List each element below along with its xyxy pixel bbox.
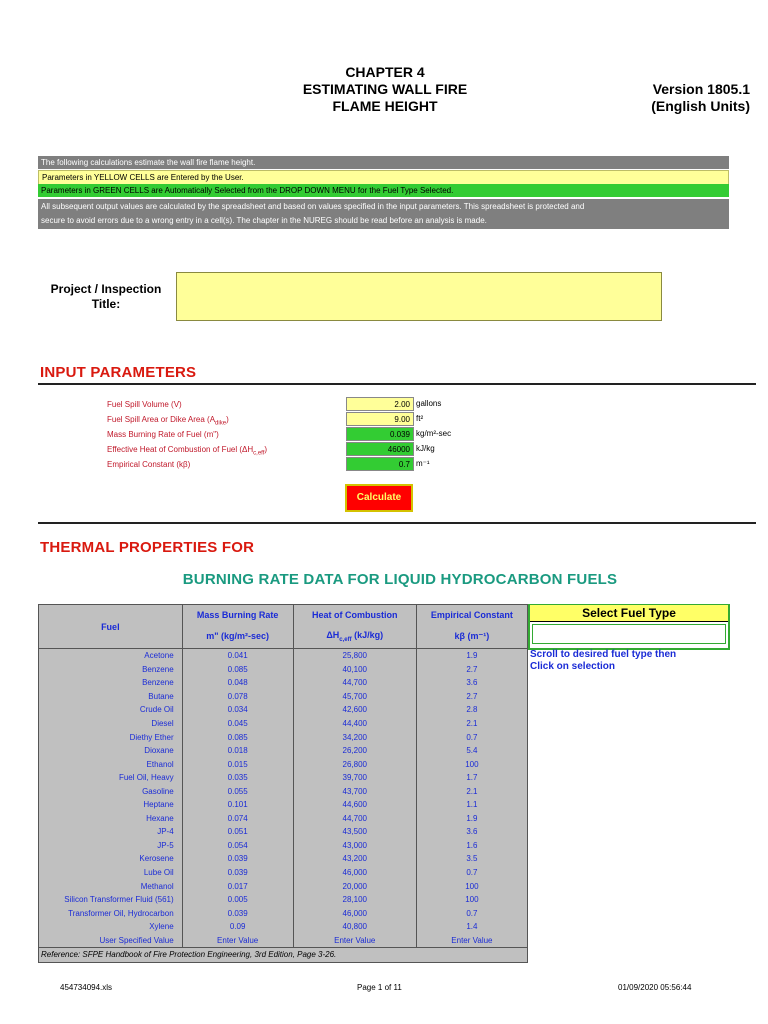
empirical-constant-text: Empirical Constant (kβ) [107, 460, 191, 469]
project-title-input[interactable] [176, 272, 662, 321]
mass-burning-rate-cell: 0.074 [182, 812, 293, 826]
mass-burning-rate-cell: 0.085 [182, 730, 293, 744]
reference-note: Reference: SFPE Handbook of Fire Protection Engineering, 3rd Edition, Page 3-26. [39, 948, 528, 963]
fuel-name-cell: Diethy Ether [39, 730, 183, 744]
burning-rate-title: BURNING RATE DATA FOR LIQUID HYDROCARBON FUELS [182, 571, 618, 588]
mass-burning-rate-cell: 0.048 [182, 676, 293, 690]
heat-of-combustion-cell: 44,700 [293, 812, 416, 826]
empirical-constant-cell: 1.7 [416, 771, 527, 785]
mass-burning-rate-cell: 0.018 [182, 744, 293, 758]
heat-of-combustion-cell: 46,000 [293, 906, 416, 920]
fuel-rows [39, 649, 528, 963]
mass-burning-rate-cell: 0.005 [182, 893, 293, 907]
info-band-protection-note [38, 199, 729, 229]
fuel-row [39, 663, 528, 677]
empirical-constant-cell: 100 [416, 757, 527, 771]
empirical-constant-cell: 3.6 [416, 676, 527, 690]
mass-burning-rate-cell: 0.055 [182, 784, 293, 798]
mass-burning-rate-cell: 0.09 [182, 920, 293, 934]
mass-burning-rate-cell: 0.039 [182, 866, 293, 880]
chapter-title [230, 64, 540, 115]
empirical-constant-cell: 2.7 [416, 690, 527, 704]
fuel-name-cell: Gasoline [39, 784, 183, 798]
fuel-row [39, 784, 528, 798]
heat-of-combustion-unit: kJ/kg [416, 444, 435, 453]
chapter-title-line-3: FLAME HEIGHT [332, 98, 438, 114]
fuel-name-cell: JP-4 [39, 825, 183, 839]
heat-of-combustion-units [293, 625, 416, 649]
fuel-spill-volume-label [107, 397, 182, 412]
fuel-spill-volume-input[interactable]: 2.00 [346, 397, 414, 411]
select-fuel-hint-line-1: Scroll to desired fuel type then [530, 649, 677, 660]
fuel-column-header: Fuel [39, 605, 183, 649]
heat-of-combustion-subscript: c,eff [253, 450, 265, 457]
heat-of-combustion-cell: 40,100 [293, 663, 416, 677]
fuel-name-cell: Fuel Oil, Heavy [39, 771, 183, 785]
fuel-row [39, 852, 528, 866]
info-band-yellow-cells: Parameters in YELLOW CELLS are Entered by the User. [38, 170, 729, 185]
heat-of-combustion-cell: 39,700 [293, 771, 416, 785]
section-divider [38, 383, 756, 385]
mass-burning-rate-text: Mass Burning Rate of Fuel (m") [107, 430, 219, 439]
empirical-constant-cell: 1.9 [416, 812, 527, 826]
mass-burning-rate-cell: Enter Value [182, 933, 293, 947]
mass-burning-rate-header: Mass Burning Rate [182, 605, 293, 625]
fuel-name-cell: Butane [39, 690, 183, 704]
heat-of-combustion-text: Effective Heat of Combustion of Fuel (ΔH [107, 445, 254, 454]
select-fuel-hint [530, 649, 730, 673]
mass-burning-rate-cell: 0.039 [182, 906, 293, 920]
heat-symbol: ΔH [326, 629, 340, 640]
chapter-title-line-1: CHAPTER 4 [345, 64, 425, 80]
reference-row [39, 948, 528, 963]
empirical-constant-units: kβ (m⁻¹) [416, 625, 527, 649]
thermal-properties-title: THERMAL PROPERTIES FOR [40, 539, 255, 556]
fuel-row [39, 893, 528, 907]
fuel-row [39, 730, 528, 744]
fuel-name-cell: JP-5 [39, 839, 183, 853]
fuel-name-cell: User Specified Value [39, 933, 183, 947]
heat-of-combustion-cell: 43,700 [293, 784, 416, 798]
empirical-constant-value: 0.7 [346, 457, 414, 471]
heat-of-combustion-cell: 20,000 [293, 879, 416, 893]
fuel-name-cell: Lube Oil [39, 866, 183, 880]
fuel-row [39, 866, 528, 880]
fuel-row [39, 676, 528, 690]
fuel-row [39, 690, 528, 704]
empirical-constant-cell: 100 [416, 879, 527, 893]
heat-of-combustion-cell: 42,600 [293, 703, 416, 717]
chapter-title-line-2: ESTIMATING WALL FIRE [302, 81, 468, 97]
select-fuel-hint-line-2: Click on selection [530, 661, 616, 672]
footer-datetime: 01/09/2020 05:56:44 [618, 983, 692, 992]
version-number: Version 1805.1 [652, 81, 750, 97]
heat-of-combustion-cell: 34,200 [293, 730, 416, 744]
mass-burning-rate-label [107, 427, 219, 442]
fuel-name-cell: Acetone [39, 649, 183, 663]
project-title-label-line-2: Title: [91, 297, 121, 311]
mass-burning-rate-cell: 0.041 [182, 649, 293, 663]
fuel-row [39, 920, 528, 934]
heat-of-combustion-cell: 40,800 [293, 920, 416, 934]
empirical-constant-cell: 2.7 [416, 663, 527, 677]
mass-burning-rate-cell: 0.054 [182, 839, 293, 853]
fuel-properties-table [38, 604, 528, 963]
fuel-name-cell: Xylene [39, 920, 183, 934]
fuel-spill-area-text: Fuel Spill Area or Dike Area (A [107, 415, 216, 424]
fuel-spill-area-input[interactable]: 9.00 [346, 412, 414, 426]
fuel-row [39, 717, 528, 731]
project-title-label-line-1: Project / Inspection [50, 282, 162, 296]
heat-of-combustion-cell: 43,000 [293, 839, 416, 853]
empirical-constant-cell: 1.4 [416, 920, 527, 934]
empirical-constant-cell: 0.7 [416, 906, 527, 920]
fuel-spill-area-unit: ft² [416, 414, 424, 423]
heat-of-combustion-cell: 26,800 [293, 757, 416, 771]
section-divider-2 [38, 522, 756, 524]
heat-of-combustion-header: Heat of Combustion [293, 605, 416, 625]
empirical-constant-cell: 0.7 [416, 866, 527, 880]
fuel-row [39, 649, 528, 663]
empirical-constant-cell: 2.1 [416, 784, 527, 798]
mass-burning-rate-cell: 0.017 [182, 879, 293, 893]
mass-burning-rate-unit: kg/m²-sec [416, 429, 452, 438]
heat-of-combustion-cell: 44,700 [293, 676, 416, 690]
fuel-name-cell: Hexane [39, 812, 183, 826]
fuel-row [39, 879, 528, 893]
info-band-description: The following calculations estimate the wall fire flame height. [38, 156, 729, 169]
fuel-spill-volume-unit: gallons [416, 399, 442, 408]
empirical-constant-cell: 1.9 [416, 649, 527, 663]
fuel-name-cell: Benzene [39, 676, 183, 690]
mass-burning-rate-cell: 0.051 [182, 825, 293, 839]
fuel-spill-area-text-end: ) [226, 415, 229, 424]
fuel-row [39, 703, 528, 717]
fuel-row [39, 771, 528, 785]
heat-of-combustion-cell: 44,600 [293, 798, 416, 812]
fuel-name-cell: Silicon Transformer Fluid (561) [39, 893, 183, 907]
mass-burning-rate-units: m" (kg/m²-sec) [182, 625, 293, 649]
project-title-label [40, 282, 172, 312]
empirical-constant-cell: 100 [416, 893, 527, 907]
empirical-constant-cell: Enter Value [416, 933, 527, 947]
fuel-name-cell: Crude Oil [39, 703, 183, 717]
empirical-constant-cell: 3.6 [416, 825, 527, 839]
heat-subscript: c,eff [339, 636, 352, 643]
fuel-name-cell: Heptane [39, 798, 183, 812]
mass-burning-rate-cell: 0.035 [182, 771, 293, 785]
calculate-button[interactable]: Calculate [345, 484, 413, 512]
info-band-protection-line-1: All subsequent output values are calculated by the spreadsheet and based on values specified in the input parameters. This spreadsheet is protected and [41, 202, 585, 211]
mass-burning-rate-cell: 0.034 [182, 703, 293, 717]
heat-of-combustion-cell: 25,800 [293, 649, 416, 663]
empirical-constant-header: Empirical Constant [416, 605, 527, 625]
mass-burning-rate-cell: 0.078 [182, 690, 293, 704]
fuel-name-cell: Kerosene [39, 852, 183, 866]
heat-unit-text: (kJ/kg) [351, 629, 384, 640]
footer-page-number: Page 1 of 11 [357, 983, 402, 992]
empirical-constant-cell: 5.4 [416, 744, 527, 758]
heat-of-combustion-cell: 26,200 [293, 744, 416, 758]
fuel-name-cell: Benzene [39, 663, 183, 677]
fuel-row [39, 825, 528, 839]
mass-burning-rate-cell: 0.015 [182, 757, 293, 771]
input-parameters-title: INPUT PARAMETERS [40, 364, 197, 381]
fuel-row [39, 744, 528, 758]
empirical-constant-cell: 1.6 [416, 839, 527, 853]
fuel-row [39, 757, 528, 771]
empirical-constant-cell: 0.7 [416, 730, 527, 744]
heat-of-combustion-cell: 43,500 [293, 825, 416, 839]
version-info [560, 81, 750, 115]
fuel-name-cell: Methanol [39, 879, 183, 893]
heat-of-combustion-cell: 43,200 [293, 852, 416, 866]
fuel-row [39, 798, 528, 812]
empirical-constant-cell: 2.1 [416, 717, 527, 731]
fuel-name-cell: Ethanol [39, 757, 183, 771]
empirical-constant-cell: 1.1 [416, 798, 527, 812]
empirical-constant-cell: 2.8 [416, 703, 527, 717]
select-fuel-title: Select Fuel Type [530, 605, 728, 622]
info-band-protection-line-2: secure to avoid errors due to a wrong entry in a cell(s). The chapter in the NUREG should be read before an analysis is made. [41, 216, 487, 225]
empirical-constant-label [107, 457, 190, 472]
fuel-name-cell: Transformer Oil, Hydrocarbon [39, 906, 183, 920]
fuel-name-cell: Dioxane [39, 744, 183, 758]
mass-burning-rate-cell: 0.101 [182, 798, 293, 812]
heat-of-combustion-cell: 28,100 [293, 893, 416, 907]
fuel-spill-area-subscript: dike [215, 420, 227, 427]
version-units: (English Units) [651, 98, 750, 114]
mass-burning-rate-cell: 0.045 [182, 717, 293, 731]
fuel-row [39, 812, 528, 826]
fuel-spill-volume-text: Fuel Spill Volume (V) [107, 400, 182, 409]
fuel-row [39, 933, 528, 947]
fuel-type-dropdown[interactable] [532, 624, 726, 644]
empirical-constant-unit: m⁻¹ [416, 459, 430, 468]
mass-burning-rate-value: 0.039 [346, 427, 414, 441]
heat-of-combustion-cell: Enter Value [293, 933, 416, 947]
mass-burning-rate-cell: 0.085 [182, 663, 293, 677]
heat-of-combustion-cell: 46,000 [293, 866, 416, 880]
heat-of-combustion-text-end: ) [264, 445, 268, 454]
empirical-constant-cell: 3.5 [416, 852, 527, 866]
fuel-name-cell: Diesel [39, 717, 183, 731]
heat-of-combustion-cell: 44,400 [293, 717, 416, 731]
fuel-row [39, 906, 528, 920]
mass-burning-rate-cell: 0.039 [182, 852, 293, 866]
heat-of-combustion-cell: 45,700 [293, 690, 416, 704]
info-band-green-cells: Parameters in GREEN CELLS are Automatically Selected from the DROP DOWN MENU for the Fuel Type Selected. [38, 184, 729, 197]
fuel-row [39, 839, 528, 853]
footer-filename: 454734094.xls [60, 983, 113, 992]
heat-of-combustion-value: 46000 [346, 442, 414, 456]
